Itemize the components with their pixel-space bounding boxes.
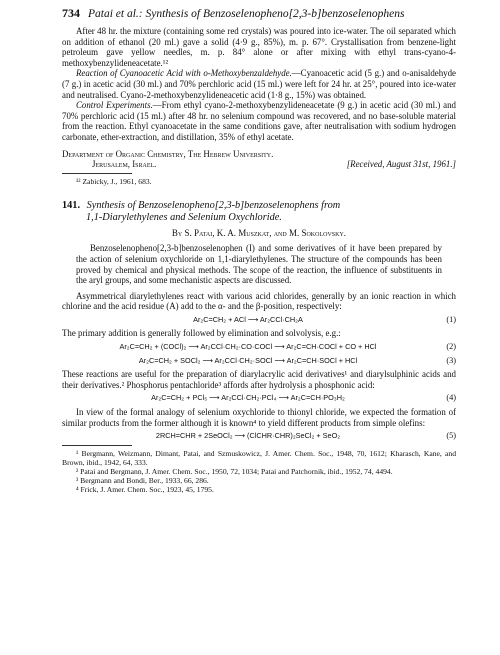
footnotes [62,449,456,494]
footnote-1: ¹ Bergmann, Weizmann, Dimant, Patai, and Szmuskowicz, J. Amer. Chem. Soc., 1948, 70, 1612; Kharasch, Kane, and Brown, ibid., 1942, 64, 333. [62,448,456,467]
equation-2 [62,342,456,353]
equation-3-number: (3) [446,355,456,365]
footnote-rule-2 [62,445,132,446]
prev-paragraph-3 [62,100,456,142]
page-header [62,0,456,26]
intro-paragraph-4: In view of the formal analogy of selenium oxychloride to thionyl chloride, we expected the formation of similar products from the former although it is known⁴ to yield different products from simple olefins: [62,407,456,428]
running-title: Patai et al.: Synthesis of Benzoselenopheno[2,3-b]benzoselenophens [88,8,405,20]
equation-5 [62,431,456,442]
page-number: 734 [62,6,80,20]
abstract: Benzoselenopheno[2,3-b]benzoselenophen (I) and some derivatives of it have been prepared by the action of selenium oxychloride on 1,1-diarylethylenes. The structure of the compounds has been proved by chemical and physical methods. The scope of the reaction, the influence of substituents in the aryl groups, and some mechanistic aspects are discussed. [76,243,442,286]
article-title-line-2: 1,1-Diarylethylenes and Selenium Oxychloride. [86,212,282,224]
equation-2-number: (2) [446,342,456,352]
equation-1-text: Ar₂C=CH₂ + ACl ⟶ Ar₂CCl·CH₂A [193,314,303,324]
equation-1 [62,315,456,326]
equation-3-text: Ar₂C=CH₂ + SOCl₂ ⟶ Ar₂CCl·CH₂·SOCl ⟶ Ar₂C=CH·SOCl + HCl [138,355,358,365]
affiliation-row [62,159,456,170]
equation-5-text: 2RCH=CHR + 2SeOCl₂ ⟶ (ClCHR·CHR)₂SeCl₂ + SeO₂ [155,431,341,441]
intro-paragraph-3: These reactions are useful for the preparation of diarylacrylic acid derivatives¹ and diarylsulphinic acids and their derivatives.² Phosphorus pentachloride³ affords after hydrolysis a phosphonic acid: [62,369,456,390]
intro-paragraph-2: The primary addition is generally followed by elimination and solvolysis, e.g.: [62,328,341,339]
equation-3 [62,356,456,367]
received-date: [Received, August 31st, 1961.] [346,159,456,170]
prev-paragraph-1: After 48 hr. the mixture (containing some red crystals) was poured into ice-water. The oil separated which on addition of ethanol (20 ml.) gave a solid (4·9 g., 85%), m. p. 67°. Crystallisation from benzene-light petroleum gave yellow needles, m. p. 84° alone or after mixing with ethyl trans-cyano-4-methoxybenzylideneacetate.¹² [62,26,456,68]
prev-text-2: —Cyanoacetic acid (5 g.) and o-anisaldehyde (7 g.) in acetic acid (30 ml.) and 70% perchloric acid (15 ml.) were left for 24 hr. at 25°, poured into ice-water and neutralised. Cyano-2-methoxybenzylideneacetic acid (1·8 g., 15%) was obtained. [62,68,456,100]
affiliation-block [62,149,456,170]
equation-4 [62,393,456,404]
article-title-line-1: Synthesis of Benzoselenopheno[2,3-b]benzoselenophens from [86,199,341,211]
prev-text-3: —From ethyl cyano-2-methoxybenzylideneacetate (9 g.) in acetic acid (30 ml.) and 70% perchloric acid (15 ml.) after 48 hr. no selenium compound was recovered, and no base-soluble material from the reaction. Ethyl cyanoacetate in the same conditions gave, after neutralisation with sodium hydrogen carbonate, ether-extraction, and distillation, 35% of ethyl acetate. [62,100,456,142]
article-title [62,200,456,225]
footnote-rule [62,173,132,174]
prev-heading-2: Reaction of Cyanoacetic Acid with o-Methoxybenzaldehyde. [76,68,292,79]
article-number: 141. [62,199,81,211]
equation-1-number: (1) [446,314,456,324]
intro-paragraph-1: Asymmetrical diarylethylenes react with various acid chlorides, generally by an ionic reaction in which chlorine and the acid residue (A) add to the α- and the β-position, respectively: [62,290,456,312]
footnote-2: ² Patai and Bergmann, J. Amer. Chem. Soc., 1950, 72, 1034; Patai and Patchornik, ibid., 1952, 74, 4494. [76,466,393,476]
affiliation-department: Department of Organic Chemistry, The Hebrew University. [62,148,274,159]
article-authors: By S. Patai, K. A. Muszkat, and M. Sokolovsky. [171,227,347,238]
prev-paragraph-2 [62,68,456,100]
equation-5-number: (5) [446,431,456,441]
prev-heading-3: Control Experiments. [76,100,153,111]
equation-4-text: Ar₂C=CH₂ + PCl₅ ⟶ Ar₂CCl·CH₂·PCl₄ ⟶ Ar₂C=CH·PO₃H₂ [151,393,345,403]
equation-2-text: Ar₂C=CH₂ + (COCl)₂ ⟶ Ar₂CCl·CH₂·CO·COCl ⟶ Ar₂C=CH·COCl + CO + HCl [119,342,377,352]
footnote-3: ³ Bergmann and Bondi, Ber., 1933, 66, 286. [76,475,209,485]
prev-footnote: ¹² Zabicky, J., 1961, 683. [76,176,152,186]
footnote-4: ⁴ Frick, J. Amer. Chem. Soc., 1923, 45, 1795. [76,484,214,494]
affiliation-city: Jerusalem, Israel. [92,159,157,170]
equation-4-number: (4) [446,393,456,403]
